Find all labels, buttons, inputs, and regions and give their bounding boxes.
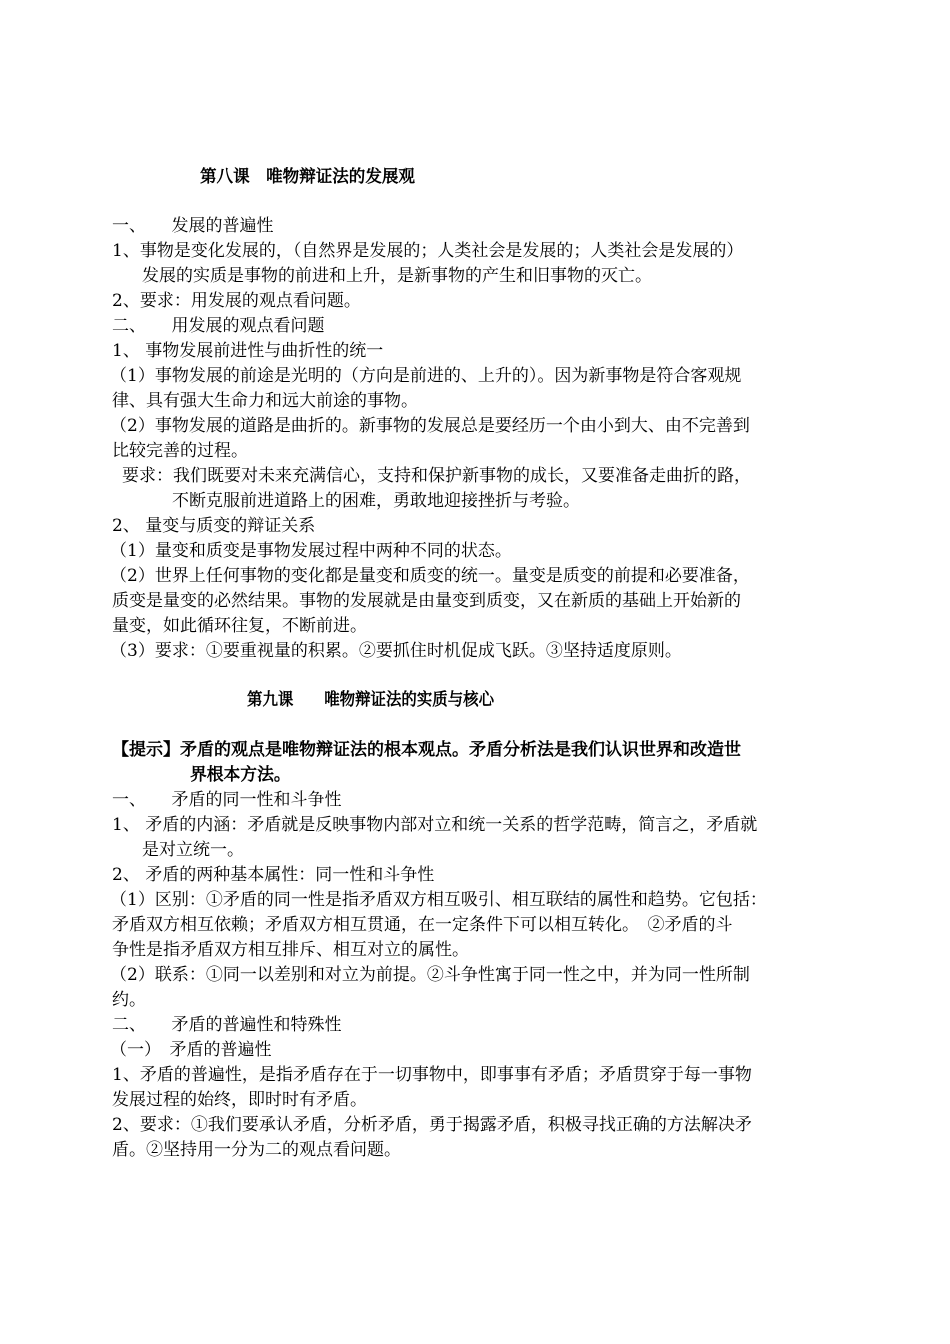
text-line: （1）量变和质变是事物发展过程中两种不同的状态。 — [110, 541, 512, 561]
text-line: 2、要求：用发展的观点看问题。 — [112, 291, 361, 311]
section-heading: 二、 矛盾的普遍性和特殊性 — [112, 1015, 342, 1035]
text-line: （1）区别：①矛盾的同一性是指矛盾双方相互吸引、相互联结的属性和趋势。它包括： — [110, 890, 767, 910]
text-line: （2）联系：①同一以差别和对立为前提。②斗争性寓于同一性之中，并为同一性所制 — [110, 965, 750, 985]
text-line: （1）事物发展的前途是光明的（方向是前进的、上升的）。因为新事物是符合客观规 — [110, 366, 742, 386]
text-line: 发展的实质是事物的前进和上升，是新事物的产生和旧事物的灭亡。 — [142, 266, 652, 286]
text-line: （2）世界上任何事物的变化都是量变和质变的统一。量变是质变的前提和必要准备， — [110, 566, 750, 586]
text-line: 1、事物是变化发展的，（自然界是发展的；人类社会是发展的；人类社会是发展的） — [112, 241, 744, 261]
text-line: 质变是量变的必然结果。事物的发展就是由量变到质变，又在新质的基础上开始新的 — [112, 591, 741, 611]
lesson9-title: 第九课 唯物辩证法的实质与核心 — [247, 690, 495, 710]
text-line: 是对立统一。 — [142, 840, 244, 860]
text-line: 1、 矛盾的内涵：矛盾就是反映事物内部对立和统一关系的哲学范畴，简言之，矛盾就 — [112, 815, 758, 835]
text-line: 2、要求：①我们要承认矛盾，分析矛盾，勇于揭露矛盾，积极寻找正确的方法解决矛 — [112, 1115, 752, 1135]
lesson8-title: 第八课 唯物辩证法的发展观 — [200, 167, 415, 187]
text-line: 2、 矛盾的两种基本属性：同一性和斗争性 — [112, 865, 435, 885]
section-heading: 二、 用发展的观点看问题 — [112, 316, 325, 336]
text-line: 律、具有强大生命力和远大前途的事物。 — [112, 391, 418, 411]
text-line: 盾。②坚持用一分为二的观点看问题。 — [112, 1140, 401, 1160]
text-line: 争性是指矛盾双方相互排斥、相互对立的属性。 — [112, 940, 469, 960]
text-line: 发展过程的始终，即时时有矛盾。 — [112, 1090, 367, 1110]
text-line: 1、 事物发展前进性与曲折性的统一 — [112, 341, 384, 361]
hint-line: 界根本方法。 — [190, 765, 291, 785]
text-line: （一） 矛盾的普遍性 — [110, 1040, 272, 1060]
section-heading: 一、 矛盾的同一性和斗争性 — [112, 790, 342, 810]
text-line: （3）要求：①要重视量的积累。②要抓住时机促成飞跃。③坚持适度原则。 — [110, 641, 682, 661]
text-line: 要求：我们既要对未来充满信心，支持和保护新事物的成长，又要准备走曲折的路， — [122, 466, 751, 486]
text-line: 不断克服前进道路上的困难，勇敢地迎接挫折与考验。 — [172, 491, 580, 511]
text-line: 2、 量变与质变的辩证关系 — [112, 516, 316, 536]
text-line: 量变，如此循环往复，不断前进。 — [112, 616, 367, 636]
text-line: 矛盾双方相互依赖；矛盾双方相互贯通，在一定条件下可以相互转化。 ②矛盾的斗 — [112, 915, 733, 935]
text-line: （2）事物发展的道路是曲折的。新事物的发展总是要经历一个由小到大、由不完善到 — [110, 416, 750, 436]
text-line: 比较完善的过程。 — [112, 441, 248, 461]
section-heading: 一、 发展的普遍性 — [112, 216, 274, 236]
text-line: 约。 — [112, 990, 146, 1010]
hint-line: 【提示】矛盾的观点是唯物辩证法的根本观点。矛盾分析法是我们认识世界和改造世 — [112, 740, 741, 760]
text-line: 1、矛盾的普遍性，是指矛盾存在于一切事物中，即事事有矛盾；矛盾贯穿于每一事物 — [112, 1065, 752, 1085]
